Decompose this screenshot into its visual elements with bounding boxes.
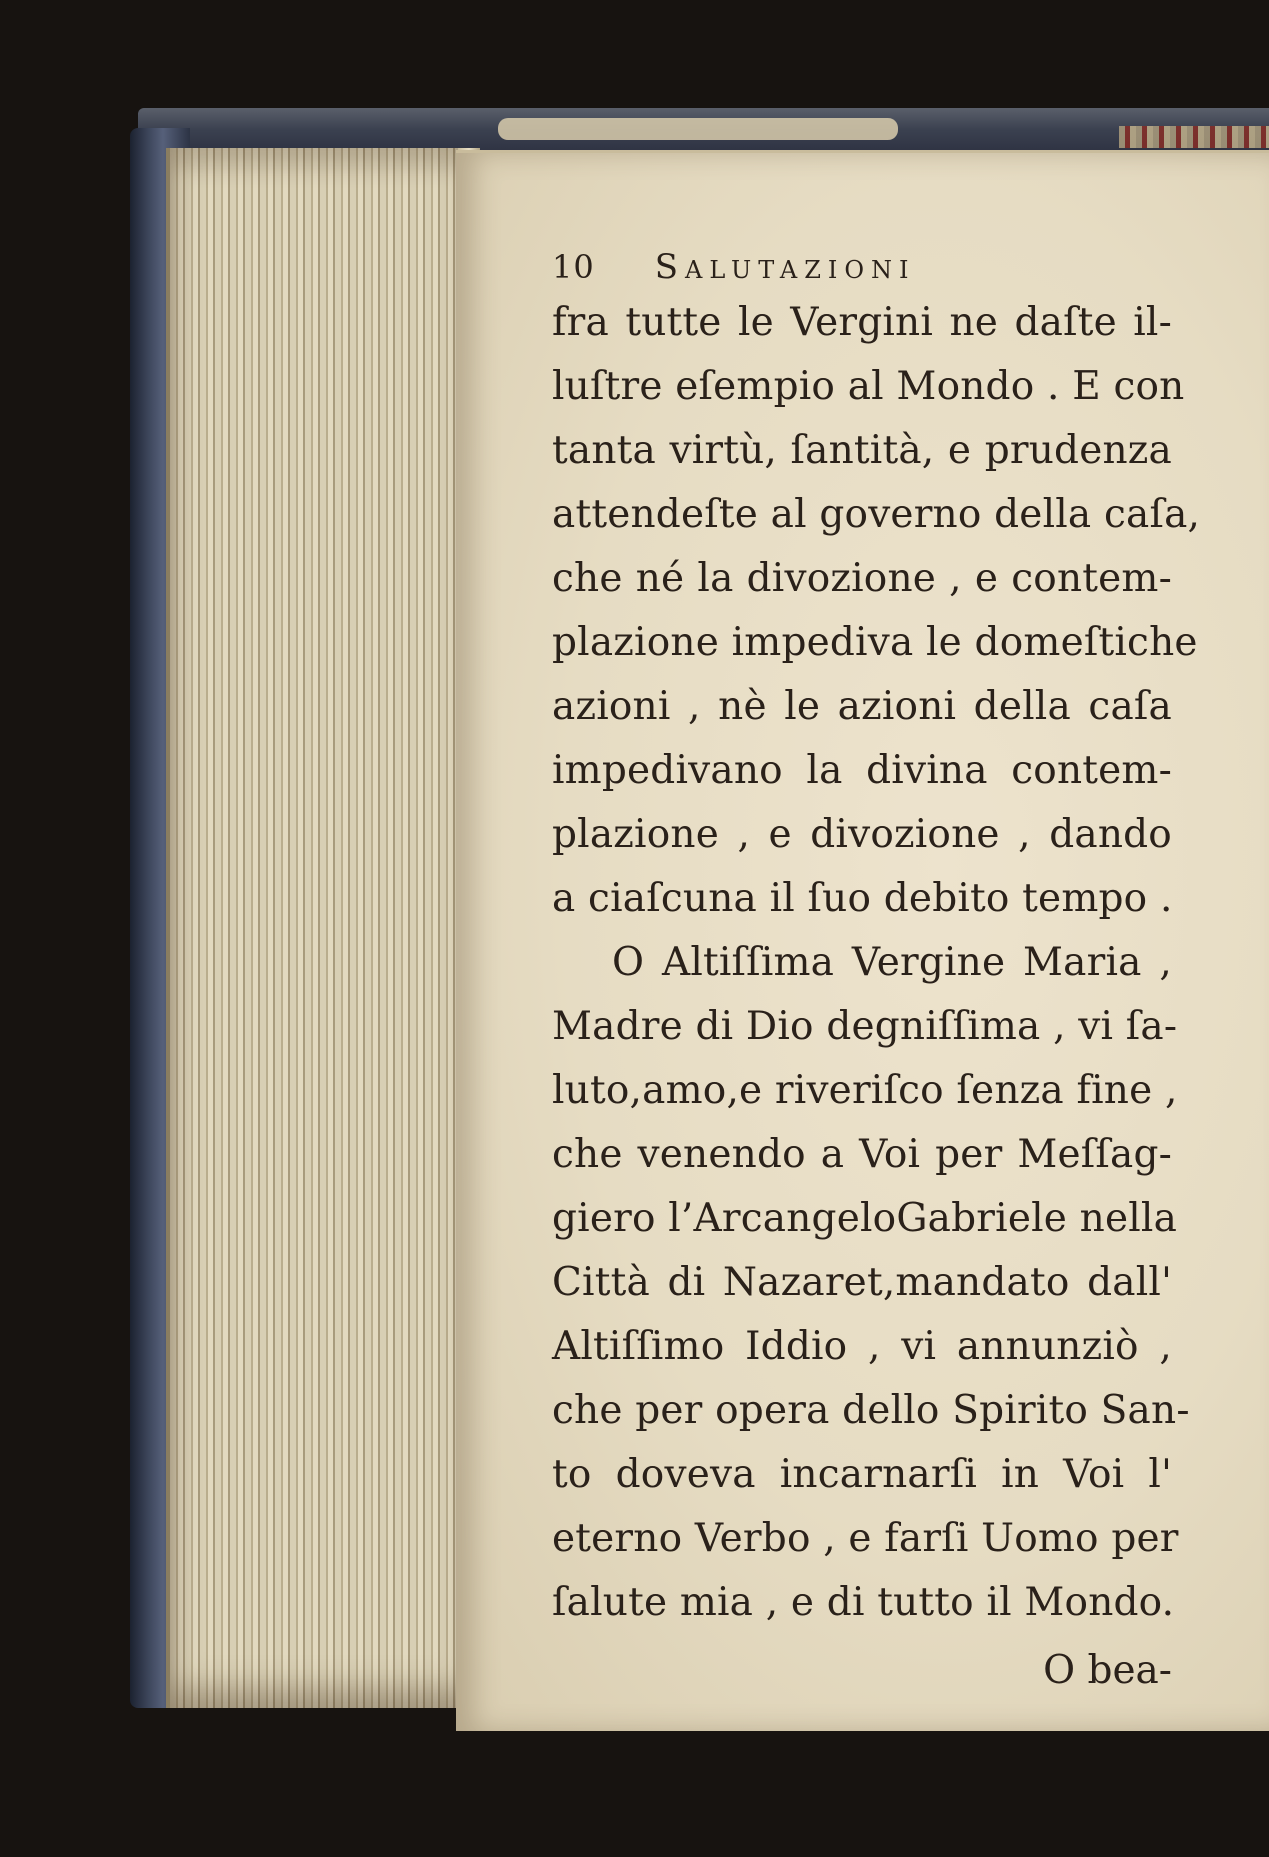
- text-line: luſtre eſempio al Mondo . E con: [552, 364, 1185, 409]
- text-line: plazione , e divozione , dando: [552, 812, 1172, 857]
- text-line: ſalute mia , e di tutto il Mondo.: [552, 1580, 1175, 1625]
- cover-torn-edge: [1119, 126, 1269, 148]
- running-head: Salutazioni: [654, 247, 916, 287]
- text-line: tanta virtù, ſantità, e prudenza: [552, 428, 1172, 473]
- text-line: plazione impediva le domeſtiche: [552, 620, 1198, 665]
- text-line: Madre di Dio degniſſima , vi ſa-: [552, 1004, 1178, 1049]
- text-line: che venendo a Voi per Meſſag-: [552, 1132, 1172, 1177]
- text-line: giero l’ArcangeloGabriele nella: [552, 1196, 1178, 1241]
- book-page: [456, 150, 1269, 1731]
- text-line: impedivano la divina contem-: [552, 748, 1172, 793]
- page-edges: [166, 148, 470, 1708]
- cover-label-strip: [498, 118, 898, 140]
- page-number: 10: [552, 248, 595, 286]
- page-text-block: [552, 247, 1201, 1703]
- text-line: Città di Nazaret,mandato dall': [552, 1260, 1172, 1305]
- book: [130, 108, 1269, 1728]
- page-header: [552, 247, 1172, 287]
- text-line: azioni , nè le azioni della caſa: [552, 684, 1172, 729]
- text-line: Altiſſimo Iddio , vi annunziò ,: [552, 1324, 1172, 1369]
- text-line: attendeſte al governo della caſa,: [552, 492, 1201, 537]
- text-line: to doveva incarnarſi in Voi l': [552, 1452, 1172, 1497]
- text-line: eterno Verbo , e farſi Uomo per: [552, 1516, 1179, 1561]
- catchword: O bea-: [1043, 1648, 1172, 1693]
- paragraph-start-line: O Altiſſima Vergine Maria ,: [612, 940, 1172, 985]
- text-line: a ciaſcuna il ſuo debito tempo .: [552, 876, 1173, 921]
- text-line: fra tutte le Vergini ne daſte il-: [552, 300, 1172, 345]
- text-line: che per opera dello Spirito San-: [552, 1388, 1190, 1433]
- text-line: che né la divozione , e contem-: [552, 556, 1172, 601]
- text-line: luto,amo,e riveriſco ſenza fine ,: [552, 1068, 1178, 1113]
